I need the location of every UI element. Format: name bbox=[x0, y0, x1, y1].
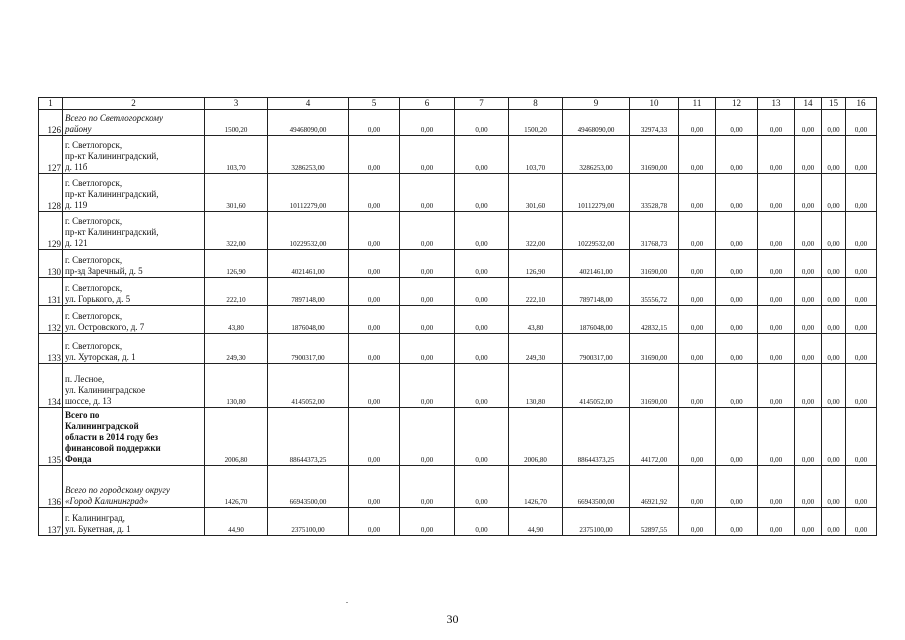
scan-speck bbox=[346, 602, 348, 603]
value-cell: 0,00 bbox=[822, 364, 846, 408]
value-cell: 0,00 bbox=[400, 364, 455, 408]
value-cell: 0,00 bbox=[795, 508, 822, 536]
value-cell: 130,80 bbox=[205, 364, 268, 408]
value-cell: 0,00 bbox=[795, 110, 822, 136]
value-cell: 0,00 bbox=[795, 408, 822, 466]
value-cell: 31768,73 bbox=[630, 212, 679, 250]
value-cell: 0,00 bbox=[349, 306, 400, 334]
value-cell: 0,00 bbox=[679, 136, 716, 174]
header-row bbox=[39, 98, 877, 110]
value-cell: 0,00 bbox=[349, 508, 400, 536]
value-cell: 0,00 bbox=[716, 110, 758, 136]
value-cell: 0,00 bbox=[795, 334, 822, 364]
value-cell: 0,00 bbox=[846, 334, 877, 364]
value-cell: 0,00 bbox=[400, 110, 455, 136]
value-cell: 0,00 bbox=[822, 136, 846, 174]
value-cell: 0,00 bbox=[349, 278, 400, 306]
value-cell: 88644373,25 bbox=[563, 408, 630, 466]
value-cell: 0,00 bbox=[349, 250, 400, 278]
header-cell: 16 bbox=[846, 98, 877, 110]
value-cell: 249,30 bbox=[205, 334, 268, 364]
address-cell: г. Светлогорск, ул. Горького, д. 5 bbox=[63, 278, 205, 306]
value-cell: 222,10 bbox=[509, 278, 563, 306]
row-number: 129 bbox=[39, 212, 63, 250]
value-cell: 0,00 bbox=[822, 334, 846, 364]
row-number: 137 bbox=[39, 508, 63, 536]
value-cell: 0,00 bbox=[679, 174, 716, 212]
value-cell: 0,00 bbox=[679, 212, 716, 250]
value-cell: 0,00 bbox=[349, 466, 400, 508]
value-cell: 0,00 bbox=[679, 250, 716, 278]
row-number: 126 bbox=[39, 110, 63, 136]
value-cell: 126,90 bbox=[509, 250, 563, 278]
table-row bbox=[39, 408, 877, 466]
value-cell: 0,00 bbox=[455, 250, 509, 278]
header-cell: 13 bbox=[758, 98, 795, 110]
table-row bbox=[39, 508, 877, 536]
value-cell: 0,00 bbox=[716, 364, 758, 408]
value-cell: 42832,15 bbox=[630, 306, 679, 334]
value-cell: 31690,00 bbox=[630, 136, 679, 174]
value-cell: 1500,20 bbox=[205, 110, 268, 136]
value-cell: 0,00 bbox=[795, 364, 822, 408]
header-cell: 8 bbox=[509, 98, 563, 110]
value-cell: 0,00 bbox=[716, 212, 758, 250]
value-cell: 0,00 bbox=[349, 364, 400, 408]
value-cell: 0,00 bbox=[716, 136, 758, 174]
value-cell: 0,00 bbox=[822, 212, 846, 250]
table-row bbox=[39, 250, 877, 278]
value-cell: 10229532,00 bbox=[563, 212, 630, 250]
header-cell: 10 bbox=[630, 98, 679, 110]
value-cell: 10112279,00 bbox=[268, 174, 349, 212]
value-cell: 0,00 bbox=[846, 212, 877, 250]
table-row bbox=[39, 466, 877, 508]
value-cell: 0,00 bbox=[795, 174, 822, 212]
value-cell: 66943500,00 bbox=[563, 466, 630, 508]
table-row bbox=[39, 364, 877, 408]
value-cell: 0,00 bbox=[679, 364, 716, 408]
value-cell: 7897148,00 bbox=[563, 278, 630, 306]
value-cell: 1876048,00 bbox=[563, 306, 630, 334]
value-cell: 0,00 bbox=[758, 466, 795, 508]
value-cell: 222,10 bbox=[205, 278, 268, 306]
value-cell: 0,00 bbox=[679, 408, 716, 466]
value-cell: 0,00 bbox=[795, 136, 822, 174]
value-cell: 0,00 bbox=[846, 174, 877, 212]
value-cell: 0,00 bbox=[758, 508, 795, 536]
value-cell: 2375100,00 bbox=[268, 508, 349, 536]
value-cell: 0,00 bbox=[822, 250, 846, 278]
header-cell: 11 bbox=[679, 98, 716, 110]
row-number: 136 bbox=[39, 466, 63, 508]
value-cell: 301,60 bbox=[509, 174, 563, 212]
value-cell: 3286253,00 bbox=[268, 136, 349, 174]
value-cell: 43,80 bbox=[205, 306, 268, 334]
table-row bbox=[39, 334, 877, 364]
header-cell: 1 bbox=[39, 98, 63, 110]
value-cell: 1426,70 bbox=[205, 466, 268, 508]
value-cell: 0,00 bbox=[795, 212, 822, 250]
row-number: 127 bbox=[39, 136, 63, 174]
value-cell: 0,00 bbox=[795, 250, 822, 278]
header-cell: 12 bbox=[716, 98, 758, 110]
value-cell: 0,00 bbox=[758, 250, 795, 278]
value-cell: 0,00 bbox=[758, 364, 795, 408]
value-cell: 0,00 bbox=[400, 508, 455, 536]
value-cell: 0,00 bbox=[455, 212, 509, 250]
value-cell: 31690,00 bbox=[630, 364, 679, 408]
value-cell: 0,00 bbox=[716, 174, 758, 212]
value-cell: 249,30 bbox=[509, 334, 563, 364]
value-cell: 32974,33 bbox=[630, 110, 679, 136]
row-number: 132 bbox=[39, 306, 63, 334]
value-cell: 0,00 bbox=[400, 250, 455, 278]
value-cell: 0,00 bbox=[846, 110, 877, 136]
row-number: 133 bbox=[39, 334, 63, 364]
row-number: 135 bbox=[39, 408, 63, 466]
value-cell: 0,00 bbox=[822, 508, 846, 536]
value-cell: 7900317,00 bbox=[563, 334, 630, 364]
table-row bbox=[39, 278, 877, 306]
value-cell: 10112279,00 bbox=[563, 174, 630, 212]
value-cell: 44,90 bbox=[509, 508, 563, 536]
address-cell: г. Светлогорск, ул. Островского, д. 7 bbox=[63, 306, 205, 334]
row-number: 130 bbox=[39, 250, 63, 278]
value-cell: 4021461,00 bbox=[563, 250, 630, 278]
table-row bbox=[39, 212, 877, 250]
table-body bbox=[39, 98, 877, 536]
row-number: 131 bbox=[39, 278, 63, 306]
value-cell: 0,00 bbox=[349, 212, 400, 250]
value-cell: 0,00 bbox=[400, 212, 455, 250]
value-cell: 0,00 bbox=[822, 466, 846, 508]
header-cell: 7 bbox=[455, 98, 509, 110]
value-cell: 0,00 bbox=[455, 508, 509, 536]
value-cell: 0,00 bbox=[846, 278, 877, 306]
value-cell: 2006,80 bbox=[509, 408, 563, 466]
value-cell: 0,00 bbox=[822, 408, 846, 466]
header-cell: 4 bbox=[268, 98, 349, 110]
value-cell: 44172,00 bbox=[630, 408, 679, 466]
value-cell: 52897,55 bbox=[630, 508, 679, 536]
address-cell: г. Калининград, ул. Букетная, д. 1 bbox=[63, 508, 205, 536]
value-cell: 35556,72 bbox=[630, 278, 679, 306]
address-cell: Всего по Калининградской области в 2014 году без финансовой поддержки Фонда bbox=[63, 408, 205, 466]
value-cell: 31690,00 bbox=[630, 250, 679, 278]
value-cell: 0,00 bbox=[846, 250, 877, 278]
row-number: 134 bbox=[39, 364, 63, 408]
value-cell: 0,00 bbox=[846, 508, 877, 536]
value-cell: 0,00 bbox=[795, 466, 822, 508]
value-cell: 0,00 bbox=[455, 278, 509, 306]
value-cell: 0,00 bbox=[400, 306, 455, 334]
value-cell: 126,90 bbox=[205, 250, 268, 278]
value-cell: 0,00 bbox=[822, 174, 846, 212]
value-cell: 322,00 bbox=[205, 212, 268, 250]
value-cell: 0,00 bbox=[846, 408, 877, 466]
data-table bbox=[38, 97, 877, 536]
value-cell: 2006,80 bbox=[205, 408, 268, 466]
value-cell: 0,00 bbox=[679, 466, 716, 508]
value-cell: 0,00 bbox=[795, 306, 822, 334]
value-cell: 0,00 bbox=[758, 334, 795, 364]
value-cell: 0,00 bbox=[679, 110, 716, 136]
table-row bbox=[39, 174, 877, 212]
table-row bbox=[39, 306, 877, 334]
value-cell: 103,70 bbox=[205, 136, 268, 174]
value-cell: 0,00 bbox=[349, 136, 400, 174]
value-cell: 33528,78 bbox=[630, 174, 679, 212]
value-cell: 0,00 bbox=[455, 306, 509, 334]
value-cell: 46921,92 bbox=[630, 466, 679, 508]
value-cell: 0,00 bbox=[679, 334, 716, 364]
value-cell: 0,00 bbox=[400, 408, 455, 466]
value-cell: 0,00 bbox=[455, 334, 509, 364]
value-cell: 322,00 bbox=[509, 212, 563, 250]
value-cell: 0,00 bbox=[716, 278, 758, 306]
value-cell: 0,00 bbox=[758, 278, 795, 306]
value-cell: 0,00 bbox=[455, 466, 509, 508]
value-cell: 103,70 bbox=[509, 136, 563, 174]
value-cell: 0,00 bbox=[846, 466, 877, 508]
value-cell: 0,00 bbox=[758, 306, 795, 334]
value-cell: 0,00 bbox=[846, 364, 877, 408]
value-cell: 88644373,25 bbox=[268, 408, 349, 466]
value-cell: 0,00 bbox=[400, 334, 455, 364]
value-cell: 0,00 bbox=[758, 212, 795, 250]
address-cell: г. Светлогорск, пр-зд Заречный, д. 5 bbox=[63, 250, 205, 278]
value-cell: 0,00 bbox=[455, 408, 509, 466]
address-cell: г. Светлогорск, пр-кт Калининградский, д. 11б bbox=[63, 136, 205, 174]
value-cell: 0,00 bbox=[455, 174, 509, 212]
value-cell: 31690,00 bbox=[630, 334, 679, 364]
value-cell: 7897148,00 bbox=[268, 278, 349, 306]
table-row bbox=[39, 110, 877, 136]
value-cell: 0,00 bbox=[846, 306, 877, 334]
value-cell: 4145052,00 bbox=[563, 364, 630, 408]
value-cell: 1500,20 bbox=[509, 110, 563, 136]
value-cell: 0,00 bbox=[716, 306, 758, 334]
value-cell: 43,80 bbox=[509, 306, 563, 334]
value-cell: 301,60 bbox=[205, 174, 268, 212]
value-cell: 0,00 bbox=[400, 136, 455, 174]
header-cell: 5 bbox=[349, 98, 400, 110]
value-cell: 0,00 bbox=[716, 408, 758, 466]
value-cell: 1876048,00 bbox=[268, 306, 349, 334]
value-cell: 0,00 bbox=[716, 334, 758, 364]
value-cell: 0,00 bbox=[758, 136, 795, 174]
value-cell: 4145052,00 bbox=[268, 364, 349, 408]
value-cell: 66943500,00 bbox=[268, 466, 349, 508]
header-cell: 2 bbox=[63, 98, 205, 110]
value-cell: 0,00 bbox=[400, 466, 455, 508]
address-cell: Всего по Светлогорскому району bbox=[63, 110, 205, 136]
value-cell: 0,00 bbox=[349, 408, 400, 466]
value-cell: 49468090,00 bbox=[268, 110, 349, 136]
address-cell: г. Светлогорск, пр-кт Калининградский, д. 121 bbox=[63, 212, 205, 250]
value-cell: 2375100,00 bbox=[563, 508, 630, 536]
header-cell: 6 bbox=[400, 98, 455, 110]
value-cell: 1426,70 bbox=[509, 466, 563, 508]
value-cell: 0,00 bbox=[758, 408, 795, 466]
value-cell: 0,00 bbox=[679, 508, 716, 536]
value-cell: 0,00 bbox=[758, 110, 795, 136]
value-cell: 44,90 bbox=[205, 508, 268, 536]
value-cell: 0,00 bbox=[822, 110, 846, 136]
header-cell: 14 bbox=[795, 98, 822, 110]
address-cell: г. Светлогорск, ул. Хуторская, д. 1 bbox=[63, 334, 205, 364]
value-cell: 0,00 bbox=[400, 278, 455, 306]
value-cell: 7900317,00 bbox=[268, 334, 349, 364]
value-cell: 0,00 bbox=[758, 174, 795, 212]
value-cell: 0,00 bbox=[349, 174, 400, 212]
value-cell: 49468090,00 bbox=[563, 110, 630, 136]
value-cell: 0,00 bbox=[716, 466, 758, 508]
address-cell: п. Лесное, ул. Калининградское шоссе, д. 13 bbox=[63, 364, 205, 408]
value-cell: 0,00 bbox=[716, 250, 758, 278]
value-cell: 0,00 bbox=[455, 364, 509, 408]
header-cell: 3 bbox=[205, 98, 268, 110]
table-row bbox=[39, 136, 877, 174]
value-cell: 4021461,00 bbox=[268, 250, 349, 278]
row-number: 128 bbox=[39, 174, 63, 212]
value-cell: 0,00 bbox=[822, 306, 846, 334]
value-cell: 3286253,00 bbox=[563, 136, 630, 174]
page-number: 30 bbox=[446, 612, 459, 626]
address-cell: Всего по городскому округу «Город Калининград» bbox=[63, 466, 205, 508]
value-cell: 0,00 bbox=[822, 278, 846, 306]
header-cell: 9 bbox=[563, 98, 630, 110]
value-cell: 130,80 bbox=[509, 364, 563, 408]
value-cell: 10229532,00 bbox=[268, 212, 349, 250]
value-cell: 0,00 bbox=[846, 136, 877, 174]
address-cell: г. Светлогорск, пр-кт Калининградский, д. 119 bbox=[63, 174, 205, 212]
value-cell: 0,00 bbox=[679, 278, 716, 306]
value-cell: 0,00 bbox=[455, 136, 509, 174]
value-cell: 0,00 bbox=[455, 110, 509, 136]
value-cell: 0,00 bbox=[400, 174, 455, 212]
header-cell: 15 bbox=[822, 98, 846, 110]
value-cell: 0,00 bbox=[795, 278, 822, 306]
value-cell: 0,00 bbox=[716, 508, 758, 536]
value-cell: 0,00 bbox=[679, 306, 716, 334]
value-cell: 0,00 bbox=[349, 110, 400, 136]
value-cell: 0,00 bbox=[349, 334, 400, 364]
